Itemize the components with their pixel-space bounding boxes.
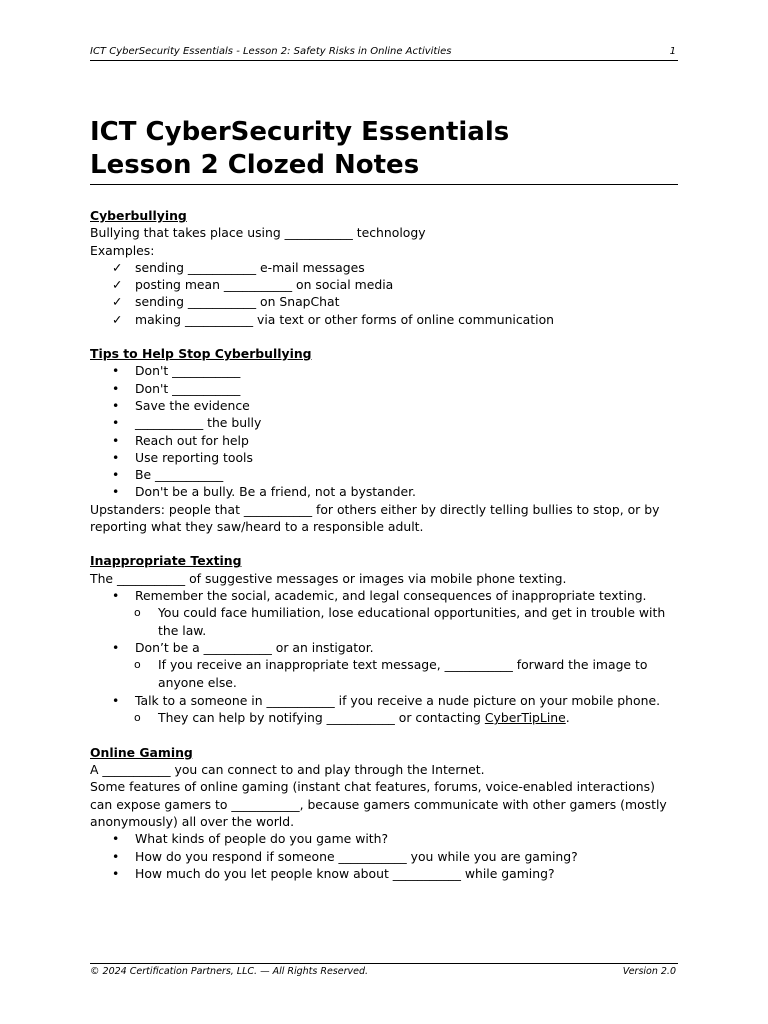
circle-bullet-icon: o [134,606,141,620]
examples-label: Examples: [90,242,155,258]
list-item [90,587,678,604]
list-item [90,865,678,882]
bullet-icon: • [112,380,120,396]
list-item-text: sending ___________ e-mail messages [135,259,365,275]
sub-list-item [90,709,678,726]
title-line-1: ICT CyberSecurity Essentials [90,117,510,147]
texting-sublist [90,709,678,726]
cyberbullying-definition: Bullying that takes place using ___________ technology [90,225,426,241]
list-item-text: Don't be a bully. Be a friend, not a bystander. [135,484,416,500]
list-item [90,311,678,328]
list-item [90,414,678,431]
bullet-icon: • [112,587,120,603]
bullet-icon: • [112,865,120,881]
list-item [90,276,678,293]
sub-list-item [90,604,678,639]
texting-list [90,639,678,656]
circle-bullet-icon: o [134,658,141,672]
texting-intro: The ___________ of suggestive messages or images via mobile phone texting. [90,570,567,586]
list-item [90,483,678,500]
page-number: 1 [669,46,676,57]
cyberbullying-heading: Cyberbullying [90,208,187,223]
title-line-2: Lesson 2 Clozed Notes [90,150,420,180]
list-item [90,466,678,483]
bullet-icon: • [112,831,120,847]
texting-list [90,692,678,709]
texting-list [90,587,678,604]
document-page [90,0,678,1024]
version-text: Version 2.0 [622,966,676,977]
bullet-icon: • [112,415,120,431]
list-item-text: sending ___________ on SnapChat [135,294,340,310]
list-item [90,432,678,449]
list-item-text: Be ___________ [135,467,224,483]
document-body [90,207,678,882]
list-item [90,639,678,656]
copyright-text: © 2024 Certification Partners, LLC. — All Rights Reserved. [90,966,369,977]
list-item [90,293,678,310]
check-mark-icon: ✓ [112,311,123,327]
gaming-line: A ___________ you can connect to and play through the Internet. [90,762,485,778]
bullet-icon: • [112,693,120,709]
list-item [90,259,678,276]
bullet-icon: • [112,467,120,483]
examples-list [90,259,678,328]
list-item-text: Don't ___________ [135,363,241,379]
page-header [90,45,678,61]
list-item-text: Use reporting tools [135,449,253,465]
texting-heading: Inappropriate Texting [90,553,242,569]
list-item-text: Save the evidence [135,397,250,413]
texting-sublist [90,604,678,639]
list-item [90,397,678,414]
tips-heading: Tips to Help Stop Cyberbullying [90,346,312,362]
list-item-text: making ___________ via text or other forms of online communication [135,311,555,327]
bullet-icon: • [112,363,120,379]
check-mark-icon: ✓ [112,259,123,275]
upstanders-paragraph: Upstanders: people that ___________ for others either by directly telling bullies to stop, or by reporting what they saw/heard to a responsible adult. [90,501,660,535]
cybertipline-link[interactable]: CyberTipLine [484,710,566,726]
list-item-text: How do you respond if someone ___________ you while you are gaming? [135,848,578,864]
list-item-text: How much do you let people know about ___________ while gaming? [135,865,555,881]
sub-list-item-text: If you receive an inappropriate text message, ___________ forward the image to anyone else. [158,657,648,691]
document-title [90,116,678,185]
list-item-text: posting mean ___________ on social media [135,277,394,293]
sub-list-item-text: You could face humiliation, lose educational opportunities, and get in trouble with the law. [158,605,666,638]
gaming-paragraph: Some features of online gaming (instant chat features, forums, voice-enabled interactions) can expose gamers to ___________, because gamers communicate with other gamers (mostly anonymously) all over the world. [90,779,667,829]
bullet-icon: • [112,484,120,500]
list-item-text: Reach out for help [135,432,249,448]
sub-list-item-text-end: . [565,710,570,726]
bullet-icon: • [112,432,120,448]
list-item [90,830,678,847]
list-item [90,449,678,466]
list-item-text: Talk to a someone in ___________ if you receive a nude picture on your mobile phone. [135,693,661,709]
circle-bullet-icon: o [134,711,141,725]
list-item-text: What kinds of people do you game with? [135,831,389,847]
bullet-icon: • [112,449,120,465]
list-item-text: Remember the social, academic, and legal consequences of inappropriate texting. [135,587,647,603]
tips-list [90,362,678,500]
list-item [90,848,678,865]
list-item-text: Don’t be a ___________ or an instigator. [135,639,374,655]
list-item-text: Don't ___________ [135,380,241,396]
list-item [90,380,678,397]
list-item [90,692,678,709]
check-mark-icon: ✓ [112,277,123,293]
page-footer [90,963,678,979]
list-item [90,362,678,379]
bullet-icon: • [112,639,120,655]
bullet-icon: • [112,397,120,413]
gaming-list [90,830,678,882]
bullet-icon: • [112,848,120,864]
sub-list-item [90,656,678,692]
texting-sublist [90,656,678,692]
list-item-text: ___________ the bully [135,415,262,431]
header-title: ICT CyberSecurity Essentials - Lesson 2: Safety Risks in Online Activities [90,46,452,57]
check-mark-icon: ✓ [112,294,123,310]
sub-list-item-text: They can help by notifying ___________ or contacting [158,710,485,726]
gaming-heading: Online Gaming [90,744,193,760]
